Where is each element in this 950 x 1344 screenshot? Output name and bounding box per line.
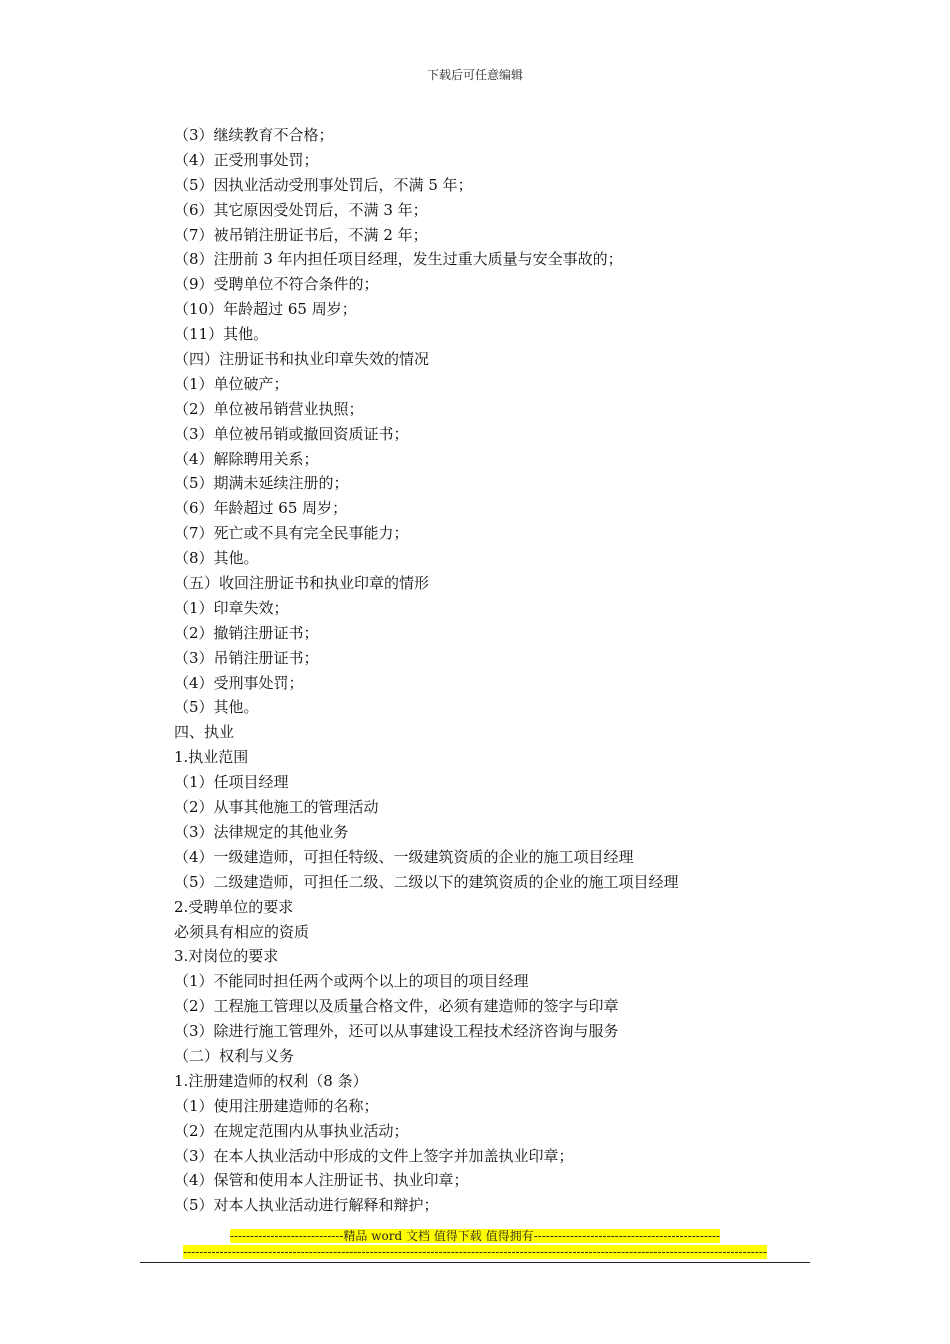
footer-banner-line2 <box>0 1245 950 1259</box>
text-line: （4）受刑事处罚； <box>174 673 304 692</box>
text-line: （5）二级建造师，可担任二级、二级以下的建筑资质的企业的施工项目经理 <box>174 872 679 891</box>
text-line: 2.受聘单位的要求 <box>174 897 294 916</box>
text-line: （5）期满未延续注册的； <box>174 474 349 493</box>
text-line: （四）注册证书和执业印章失效的情况 <box>174 350 430 369</box>
text-line: （1）单位破产； <box>174 374 289 393</box>
document-body <box>174 123 814 1218</box>
text-line: （1）不能同时担任两个或两个以上的项目的项目经理 <box>174 972 529 991</box>
text-line: （5）其他。 <box>174 698 259 717</box>
text-line: （10）年龄超过 65 周岁； <box>174 300 357 319</box>
text-line: （4）解除聘用关系； <box>174 449 319 468</box>
text-line: 3.对岗位的要求 <box>174 947 279 966</box>
footer-banner-text: ----------------------------精品 word 文档 值得下载 值得拥有---------------------------------------------- <box>229 1229 721 1243</box>
text-line: （五）收回注册证书和执业印章的情形 <box>174 574 430 593</box>
text-line: （4）保管和使用本人注册证书、执业印章； <box>174 1171 469 1190</box>
text-line: （7）被吊销注册证书后，不满 2 年； <box>174 225 428 244</box>
text-line: （2）单位被吊销营业执照； <box>174 399 364 418</box>
footer-rule <box>140 1262 810 1263</box>
text-line: （4）正受刑事处罚； <box>174 150 319 169</box>
text-line: （5）对本人执业活动进行解释和辩护； <box>174 1196 439 1215</box>
text-line: （3）单位被吊销或撤回资质证书； <box>174 424 409 443</box>
text-line: （1）任项目经理 <box>174 773 289 792</box>
text-line: （6）年龄超过 65 周岁； <box>174 499 348 518</box>
text-line: （3）除进行施工管理外，还可以从事建设工程技术经济咨询与服务 <box>174 1022 619 1041</box>
text-line: 必须具有相应的资质 <box>174 922 310 941</box>
text-line: （1）印章失效； <box>174 598 289 617</box>
footer-banner-line1 <box>0 1229 950 1243</box>
page-header: 下载后可任意编辑 <box>426 68 523 82</box>
text-line: （3）法律规定的其他业务 <box>174 822 349 841</box>
text-line: （7）死亡或不具有完全民事能力； <box>174 524 409 543</box>
footer-banner-dashes: ------------------------------------------------------------------------------------------------------------------------------------------------ <box>183 1245 767 1259</box>
text-line: （3）在本人执业活动中形成的文件上签字并加盖执业印章； <box>174 1146 574 1165</box>
text-line: （2）在规定范围内从事执业活动； <box>174 1121 409 1140</box>
text-line: （2）撤销注册证书； <box>174 623 319 642</box>
text-line: （二）权利与义务 <box>174 1046 295 1065</box>
text-line: （9）受聘单位不符合条件的； <box>174 275 379 294</box>
text-line: （4）一级建造师，可担任特级、一级建筑资质的企业的施工项目经理 <box>174 847 634 866</box>
text-line: （3）吊销注册证书； <box>174 648 319 667</box>
text-line: （1）使用注册建造师的名称； <box>174 1096 379 1115</box>
text-line: （6）其它原因受处罚后，不满 3 年； <box>174 200 428 219</box>
text-line: （8）注册前 3 年内担任项目经理，发生过重大质量与安全事故的； <box>174 250 623 269</box>
text-line: （8）其他。 <box>174 549 259 568</box>
text-line: 1.执业范围 <box>174 748 249 767</box>
text-line: 1.注册建造师的权利（8 条） <box>174 1071 368 1090</box>
text-line: （11）其他。 <box>174 325 269 344</box>
text-line: （3）继续教育不合格； <box>174 126 334 144</box>
text-line: 四、执业 <box>174 723 235 742</box>
text-line: （2）从事其他施工的管理活动 <box>174 798 379 817</box>
text-line: （2）工程施工管理以及质量合格文件，必须有建造师的签字与印章 <box>174 997 619 1016</box>
text-line: （5）因执业活动受刑事处罚后，不满 5 年； <box>174 175 473 194</box>
